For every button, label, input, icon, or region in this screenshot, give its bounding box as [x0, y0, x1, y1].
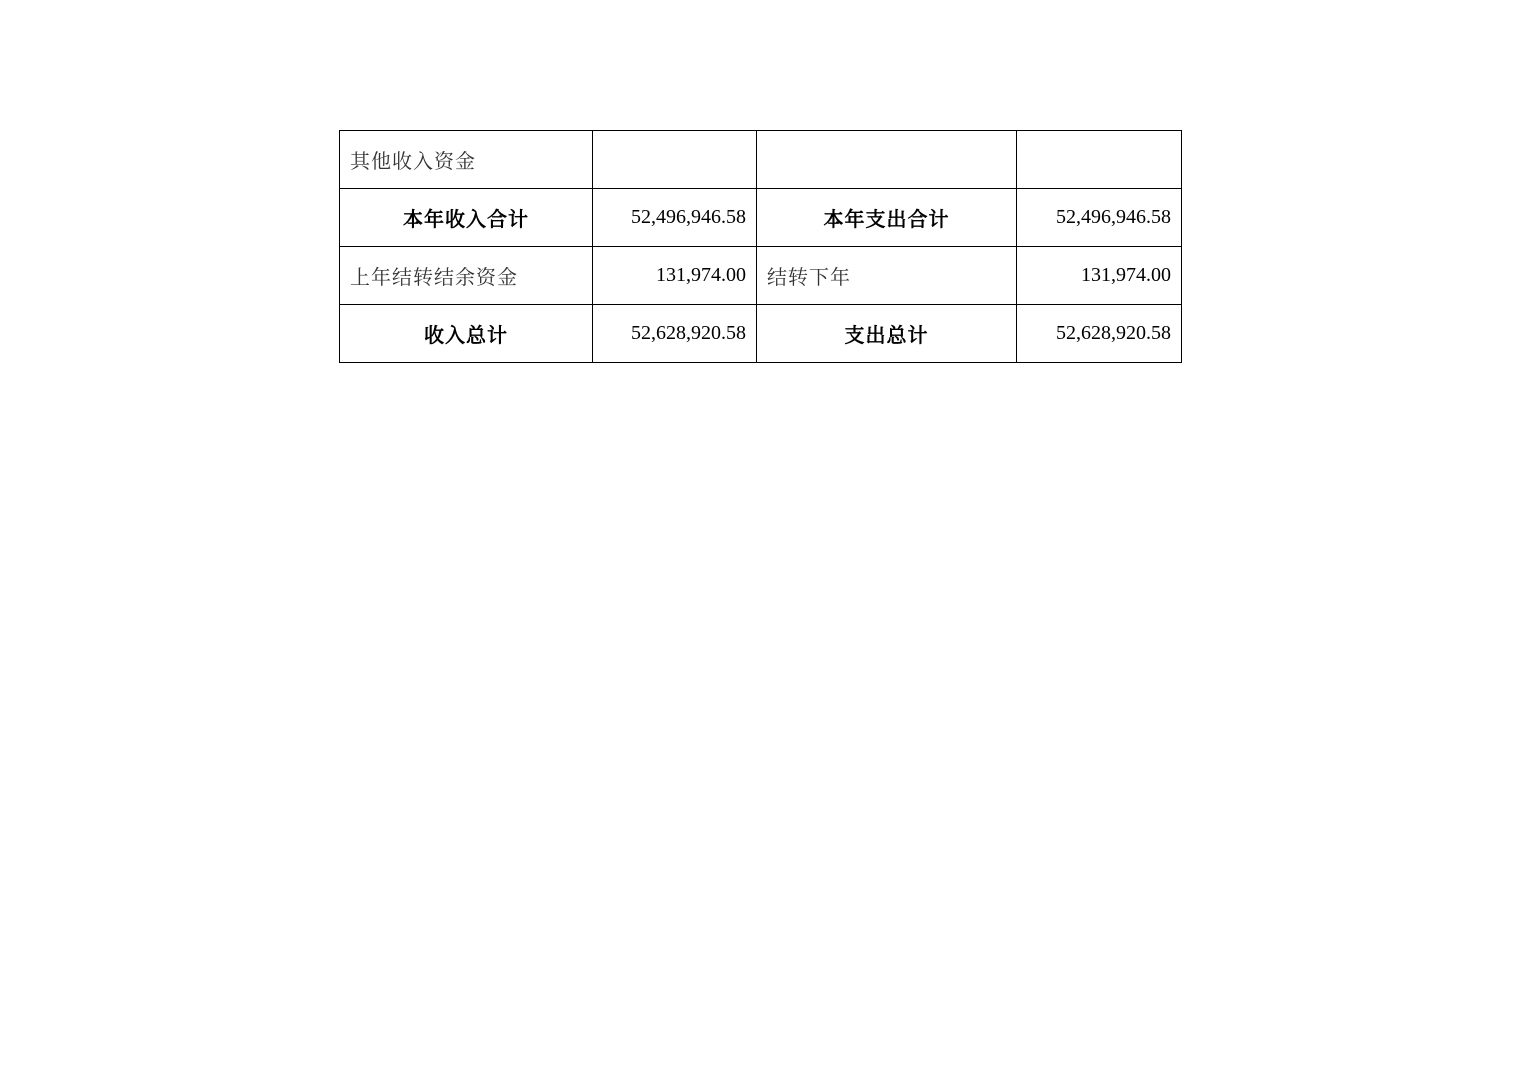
expense-label-cell: 支出总计 — [757, 305, 1017, 363]
expense-value-cell — [1017, 131, 1182, 189]
income-label-cell: 上年结转结余资金 — [340, 247, 593, 305]
table-row-other-income — [340, 131, 1182, 189]
income-value-cell: 52,496,946.58 — [593, 189, 757, 247]
expense-label-cell: 本年支出合计 — [757, 189, 1017, 247]
expense-value-cell: 52,496,946.58 — [1017, 189, 1182, 247]
income-label-cell: 收入总计 — [340, 305, 593, 363]
budget-summary-sheet — [339, 130, 1181, 363]
expense-value-cell: 52,628,920.58 — [1017, 305, 1182, 363]
budget-summary-table — [339, 130, 1182, 363]
table-row-carryover — [340, 247, 1182, 305]
income-label-cell: 其他收入资金 — [340, 131, 593, 189]
expense-label-cell: 结转下年 — [757, 247, 1017, 305]
income-label-cell: 本年收入合计 — [340, 189, 593, 247]
income-value-cell — [593, 131, 757, 189]
table-row-grand-total — [340, 305, 1182, 363]
income-value-cell: 52,628,920.58 — [593, 305, 757, 363]
income-value-cell: 131,974.00 — [593, 247, 757, 305]
table-row-annual-total — [340, 189, 1182, 247]
expense-label-cell — [757, 131, 1017, 189]
expense-value-cell: 131,974.00 — [1017, 247, 1182, 305]
